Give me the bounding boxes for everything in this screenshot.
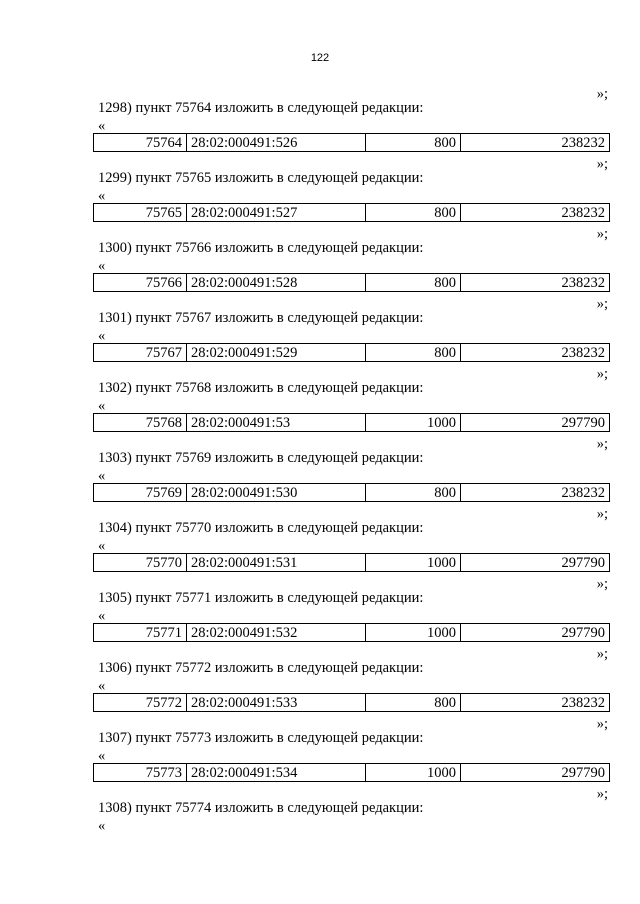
area-cell: 1000 bbox=[366, 624, 461, 642]
parcel-number-cell: 75767 bbox=[94, 344, 187, 362]
opening-quote: « bbox=[98, 258, 106, 274]
parcel-number-cell: 75764 bbox=[94, 134, 187, 152]
item-heading: 1298) пункт 75764 изложить в следующей редакции: bbox=[98, 100, 424, 116]
cadastral-cost-cell: 238232 bbox=[461, 274, 610, 292]
area-cell: 1000 bbox=[366, 554, 461, 572]
area-cell: 1000 bbox=[366, 764, 461, 782]
cadastral-cost-cell: 297790 bbox=[461, 554, 610, 572]
parcel-number-cell: 75771 bbox=[94, 624, 187, 642]
item-heading: 1305) пункт 75771 изложить в следующей редакции: bbox=[98, 590, 424, 606]
opening-quote: « bbox=[98, 398, 106, 414]
cadastral-number-cell: 28:02:000491:529 bbox=[187, 344, 366, 362]
closing-quote: »; bbox=[596, 156, 608, 172]
parcel-table bbox=[93, 413, 610, 432]
cadastral-number-cell: 28:02:000491:530 bbox=[187, 484, 366, 502]
table-row bbox=[94, 764, 610, 782]
opening-quote: « bbox=[98, 328, 106, 344]
opening-quote: « bbox=[98, 818, 106, 834]
table-row bbox=[94, 484, 610, 502]
table-row bbox=[94, 134, 610, 152]
opening-quote: « bbox=[98, 188, 106, 204]
cadastral-number-cell: 28:02:000491:531 bbox=[187, 554, 366, 572]
parcel-number-cell: 75773 bbox=[94, 764, 187, 782]
cadastral-number-cell: 28:02:000491:526 bbox=[187, 134, 366, 152]
area-cell: 800 bbox=[366, 344, 461, 362]
closing-quote: »; bbox=[596, 366, 608, 382]
parcel-number-cell: 75772 bbox=[94, 694, 187, 712]
closing-quote: »; bbox=[596, 576, 608, 592]
area-cell: 800 bbox=[366, 694, 461, 712]
cadastral-cost-cell: 238232 bbox=[461, 484, 610, 502]
table-row bbox=[94, 344, 610, 362]
area-cell: 1000 bbox=[366, 414, 461, 432]
parcel-table bbox=[93, 763, 610, 782]
item-heading: 1300) пункт 75766 изложить в следующей редакции: bbox=[98, 240, 424, 256]
page-number: 122 bbox=[310, 52, 330, 64]
closing-quote: »; bbox=[596, 716, 608, 732]
parcel-table bbox=[93, 623, 610, 642]
item-heading: 1306) пункт 75772 изложить в следующей редакции: bbox=[98, 660, 424, 676]
closing-quote: »; bbox=[596, 86, 608, 102]
area-cell: 800 bbox=[366, 134, 461, 152]
area-cell: 800 bbox=[366, 274, 461, 292]
table-row bbox=[94, 414, 610, 432]
closing-quote: »; bbox=[596, 646, 608, 662]
opening-quote: « bbox=[98, 468, 106, 484]
parcel-table bbox=[93, 273, 610, 292]
cadastral-cost-cell: 297790 bbox=[461, 624, 610, 642]
opening-quote: « bbox=[98, 118, 106, 134]
cadastral-cost-cell: 297790 bbox=[461, 414, 610, 432]
parcel-table bbox=[93, 203, 610, 222]
area-cell: 800 bbox=[366, 204, 461, 222]
table-row bbox=[94, 624, 610, 642]
table-row bbox=[94, 694, 610, 712]
cadastral-cost-cell: 238232 bbox=[461, 134, 610, 152]
item-heading: 1308) пункт 75774 изложить в следующей редакции: bbox=[98, 800, 424, 816]
closing-quote: »; bbox=[596, 506, 608, 522]
cadastral-cost-cell: 238232 bbox=[461, 204, 610, 222]
cadastral-cost-cell: 238232 bbox=[461, 344, 610, 362]
closing-quote: »; bbox=[596, 436, 608, 452]
item-heading: 1307) пункт 75773 изложить в следующей редакции: bbox=[98, 730, 424, 746]
cadastral-number-cell: 28:02:000491:534 bbox=[187, 764, 366, 782]
closing-quote: »; bbox=[596, 786, 608, 802]
item-heading: 1304) пункт 75770 изложить в следующей редакции: bbox=[98, 520, 424, 536]
parcel-number-cell: 75769 bbox=[94, 484, 187, 502]
opening-quote: « bbox=[98, 678, 106, 694]
parcel-table bbox=[93, 133, 610, 152]
parcel-table bbox=[93, 343, 610, 362]
parcel-table bbox=[93, 483, 610, 502]
parcel-number-cell: 75765 bbox=[94, 204, 187, 222]
table-row bbox=[94, 274, 610, 292]
cadastral-number-cell: 28:02:000491:53 bbox=[187, 414, 366, 432]
item-heading: 1303) пункт 75769 изложить в следующей редакции: bbox=[98, 450, 424, 466]
cadastral-number-cell: 28:02:000491:528 bbox=[187, 274, 366, 292]
cadastral-cost-cell: 297790 bbox=[461, 764, 610, 782]
closing-quote: »; bbox=[596, 296, 608, 312]
opening-quote: « bbox=[98, 538, 106, 554]
parcel-number-cell: 75770 bbox=[94, 554, 187, 572]
opening-quote: « bbox=[98, 608, 106, 624]
item-heading: 1302) пункт 75768 изложить в следующей редакции: bbox=[98, 380, 424, 396]
cadastral-cost-cell: 238232 bbox=[461, 694, 610, 712]
item-heading: 1299) пункт 75765 изложить в следующей редакции: bbox=[98, 170, 424, 186]
closing-quote: »; bbox=[596, 226, 608, 242]
area-cell: 800 bbox=[366, 484, 461, 502]
table-row bbox=[94, 554, 610, 572]
cadastral-number-cell: 28:02:000491:532 bbox=[187, 624, 366, 642]
parcel-number-cell: 75766 bbox=[94, 274, 187, 292]
table-row bbox=[94, 204, 610, 222]
opening-quote: « bbox=[98, 748, 106, 764]
cadastral-number-cell: 28:02:000491:533 bbox=[187, 694, 366, 712]
parcel-number-cell: 75768 bbox=[94, 414, 187, 432]
item-heading: 1301) пункт 75767 изложить в следующей редакции: bbox=[98, 310, 424, 326]
parcel-table bbox=[93, 553, 610, 572]
parcel-table bbox=[93, 693, 610, 712]
cadastral-number-cell: 28:02:000491:527 bbox=[187, 204, 366, 222]
